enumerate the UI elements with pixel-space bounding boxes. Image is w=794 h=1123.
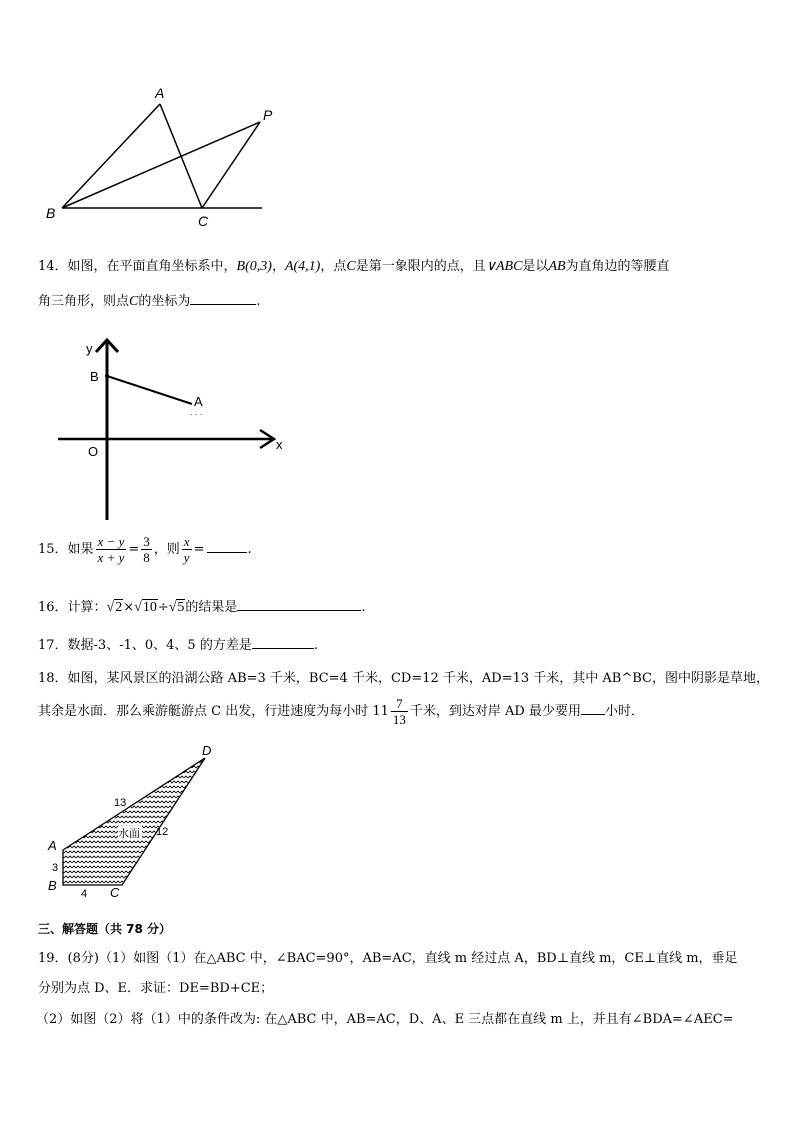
label-c: C	[110, 885, 120, 900]
question-16: 16．计算：√2×√10÷√5的结果是 .	[38, 600, 366, 615]
label-b: B	[46, 205, 56, 221]
fraction-7-13: $\frac{7}{13}$	[392, 696, 406, 727]
section-heading-3: 三、解答题（共 78 分）	[38, 922, 172, 936]
label-o: O	[88, 444, 99, 459]
length-13: 13	[114, 797, 127, 809]
answer-blank-15	[207, 540, 247, 553]
question-14-line2: 角三角形，则点C的坐标为 .	[38, 294, 261, 309]
question-18-line2: 其余是水面．那么乘游艇游点 C 出发，行进速度为每小时 11 $\frac{7}{13}$ 千米，到达对岸 AD 最少要用 小时．	[38, 696, 644, 727]
answer-blank-17	[252, 636, 314, 649]
question-17: 17．数据-3、-1、0、4、5 的方差是 .	[38, 638, 318, 653]
label-x: x	[276, 437, 283, 452]
question-15: 15．如果 $\frac{x - y}{x + y}$ = $\frac{3}{8}$ ，则 $\frac{x}{y}$ = .	[38, 534, 252, 565]
fraction-x-minus-y-over-x-plus-y: $\frac{x - y}{x + y}$	[97, 534, 125, 565]
figure-lake-quadrilateral	[40, 740, 240, 900]
figure-triangle-abcp	[40, 80, 290, 230]
question-14-line1: 14．如图，在平面直角坐标系中，B(0,3)，A(4,1)，点C是第一象限内的点，且∨ABC是以AB为直角边的等腰直	[38, 259, 670, 274]
answer-blank-14	[190, 292, 256, 305]
label-a: A	[48, 838, 57, 853]
question-19-line1: 19．(8分)（1）如图（1）在△ABC 中，∠BAC=90°，AB=AC，直线 m 经过点 A，BD⊥直线 m，CE⊥直线 m，垂足	[38, 951, 738, 966]
question-19-line2: 分别为点 D、E．求证：DE=BD+CE；	[38, 981, 274, 996]
dots-mark: · · ·	[190, 410, 203, 419]
length-4: 4	[81, 888, 88, 900]
question-18-line1: 18．如图，某风景区的沿湖公路 AB=3 千米，BC=4 千米，CD=12 千米，AD=13 千米，其中 AB^BC，图中阴影是草地，	[38, 671, 769, 686]
sqrt-2: √2	[106, 600, 123, 615]
answer-blank-16	[237, 598, 361, 611]
label-b: B	[48, 878, 57, 893]
question-19-line3: （2）如图（2）将（1）中的条件改为: 在△ABC 中，AB=AC，D、A、E 三点都在直线 m 上，并且有∠BDA=∠AEC=	[36, 1012, 734, 1027]
answer-blank-18	[581, 702, 605, 715]
length-3: 3	[52, 862, 59, 874]
sqrt-5: √5	[168, 600, 185, 615]
label-water: 水面	[118, 828, 140, 840]
fraction-3-8: $\frac{3}{8}$	[143, 534, 150, 565]
label-y: y	[86, 341, 93, 356]
label-a: A	[155, 85, 165, 101]
label-a: A	[194, 394, 203, 409]
figure-coordinate-plane	[50, 330, 300, 525]
fraction-x-over-y: $\frac{x}{y}$	[183, 534, 190, 565]
length-12: 12	[156, 826, 169, 838]
label-p: P	[263, 107, 273, 123]
sqrt-10: √10	[134, 600, 157, 615]
label-c: C	[198, 213, 209, 229]
label-d: D	[202, 743, 212, 758]
label-b: B	[90, 369, 99, 384]
